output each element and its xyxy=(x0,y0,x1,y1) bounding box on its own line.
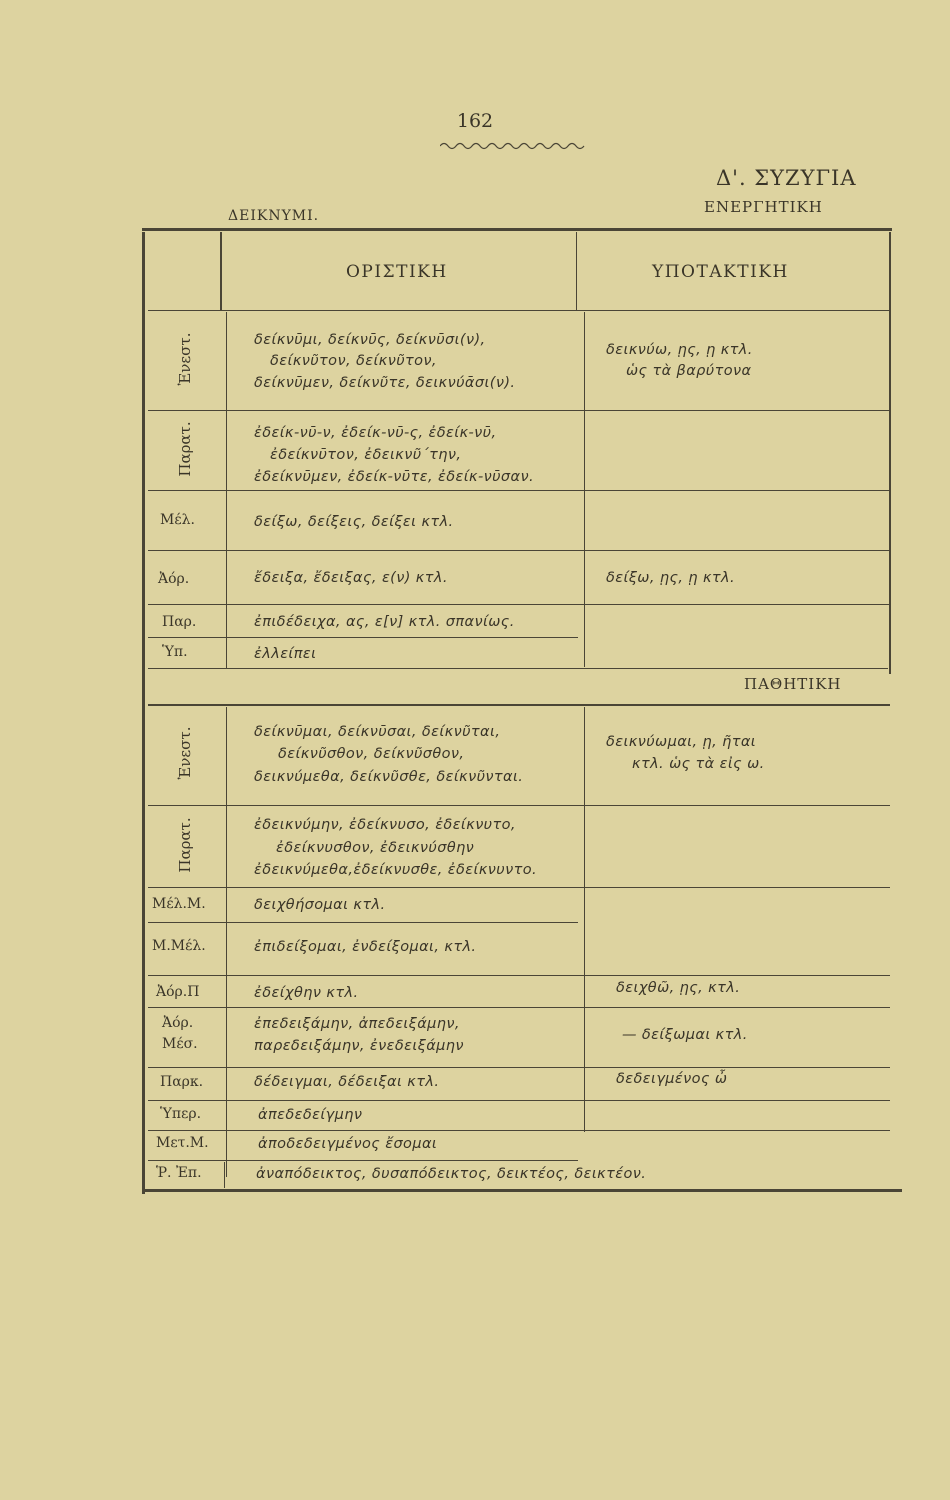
page-number: 162 xyxy=(456,110,494,132)
active-voice-heading: ΕΝΕΡΓΗΤΙΚΗ xyxy=(704,198,823,216)
conjugation-line: ἐδείκ-νῡ-ν, ἐδείκ-νῡ-ς, ἐδείκ-νῡ, xyxy=(254,425,497,441)
row-label: Ὑπερ. xyxy=(160,1106,202,1122)
conjugation-line: ἀποδεδειγμένος ἔσομαι xyxy=(258,1136,438,1152)
conjugation-line: ἐδείκνυσθον, ἐδεικνύσθην xyxy=(276,840,475,856)
conjugation-line: ἐδείκνῡτον, ἐδεικνῦ΄την, xyxy=(270,447,462,463)
conjugation-line: ἔδειξα, ἔδειξας, ε(ν) κτλ. xyxy=(254,570,448,586)
conjugation-line: δείκνῡμαι, δείκνῡσαι, δείκνῦται, xyxy=(254,724,501,740)
conjugation-line: ἐλλείπει xyxy=(254,646,317,662)
row-label: Ἀόρ.Π xyxy=(156,984,200,1000)
conjugation-line: δείκνῦτον, δείκνῦτον, xyxy=(270,353,437,369)
row-label: Παρατ. xyxy=(176,817,194,873)
passive-voice-heading: ΠΑΘΗΤΙΚΗ xyxy=(744,675,842,693)
row-label: Παρ. xyxy=(162,614,197,630)
conjugation-heading: Δ'. ΣΥΖΥΓΙΑ xyxy=(716,166,857,190)
ornament-squiggle xyxy=(440,140,590,152)
conjugation-line: δειχθήσομαι κτλ. xyxy=(254,897,386,913)
conjugation-line: ἐδεικνύμεθα,ἐδείκνυσθε, ἐδείκνυντο. xyxy=(254,862,537,878)
conjugation-line: ἀπεδεδείγμην xyxy=(258,1107,363,1123)
indicative-header: ΟΡΙΣΤΙΚΗ xyxy=(346,262,448,282)
verb-heading: ΔΕΙΚΝΥΜΙ. xyxy=(228,208,320,224)
subjunctive-line: δεικνύωμαι, ῃ, ῆται xyxy=(606,734,757,750)
row-label: Ἀόρ. xyxy=(162,1015,194,1031)
conjugation-line: δείξω, δείξεις, δείξει κτλ. xyxy=(254,514,454,530)
conjugation-line: δέδειγμαι, δέδειξαι κτλ. xyxy=(254,1074,440,1090)
row-label: Παρατ. xyxy=(176,421,194,477)
row-label: Μ.Μέλ. xyxy=(152,938,206,954)
conjugation-line: ἐπιδείξομαι, ἐνδείξομαι, κτλ. xyxy=(254,939,477,955)
conjugation-table xyxy=(148,232,890,1192)
row-label: Μέσ. xyxy=(162,1036,198,1052)
subjunctive-line: δεικνύω, ῃς, ῃ κτλ. xyxy=(606,342,753,358)
conjugation-line: δείκνῡμεν, δείκνῦτε, δεικνύᾱσι(ν). xyxy=(254,375,516,391)
conjugation-line: ἐπεδειξάμην, ἀπεδειξάμην, xyxy=(254,1016,460,1032)
row-label: Ἐνεστ. xyxy=(176,332,194,386)
conjugation-line: ἐπιδέδειχα, ας, ε[ν] κτλ. σπανίως. xyxy=(254,614,515,630)
row-label: Ἐνεστ. xyxy=(176,726,194,780)
subjunctive-line: δειχθῶ, ῃς, κτλ. xyxy=(616,980,741,996)
row-label: Μετ.Μ. xyxy=(156,1135,209,1151)
subjunctive-line: ὡς τὰ βαρύτονα xyxy=(626,363,752,379)
conjugation-line: παρεδειξάμην, ἐνεδειξάμην xyxy=(254,1038,464,1054)
conjugation-line: δείκνῦσθον, δείκνῦσθον, xyxy=(278,746,465,762)
conjugation-line: ἐδείχθην κτλ. xyxy=(254,985,359,1001)
subjunctive-line: δείξω, ῃς, ῃ κτλ. xyxy=(606,570,736,586)
subjunctive-line: κτλ. ὡς τὰ εἰς ω. xyxy=(632,756,765,772)
row-label: Ὑπ. xyxy=(162,644,188,660)
subjunctive-header: ΥΠΟΤΑΚΤΙΚΗ xyxy=(652,262,789,282)
subjunctive-line: δεδειγμένος ὦ xyxy=(616,1071,728,1087)
row-label: Ἀόρ. xyxy=(158,571,190,587)
conjugation-line: ἐδεικνύμην, ἐδείκνυσο, ἐδείκνυτο, xyxy=(254,817,516,833)
conjugation-line: δεικνύμεθα, δείκνῦσθε, δείκνῦνται. xyxy=(254,769,524,785)
row-label: Ῥ. Ἐπ. xyxy=(156,1165,202,1181)
row-label: Μέλ. xyxy=(160,512,195,528)
row-label: Παρκ. xyxy=(160,1074,204,1090)
verbal-adjectives-line: ἀναπόδεικτος, δυσαπόδεικτος, δεικτέος, δεικτέον. xyxy=(256,1166,647,1182)
subjunctive-line: — δείξωμαι κτλ. xyxy=(622,1027,748,1043)
conjugation-line: ἐδείκνῡμεν, ἐδείκ-νῡτε, ἐδείκ-νῡσαν. xyxy=(254,469,534,485)
row-label: Μέλ.Μ. xyxy=(152,896,206,912)
conjugation-line: δείκνῡμι, δείκνῡς, δείκνῡσι(ν), xyxy=(254,332,486,348)
